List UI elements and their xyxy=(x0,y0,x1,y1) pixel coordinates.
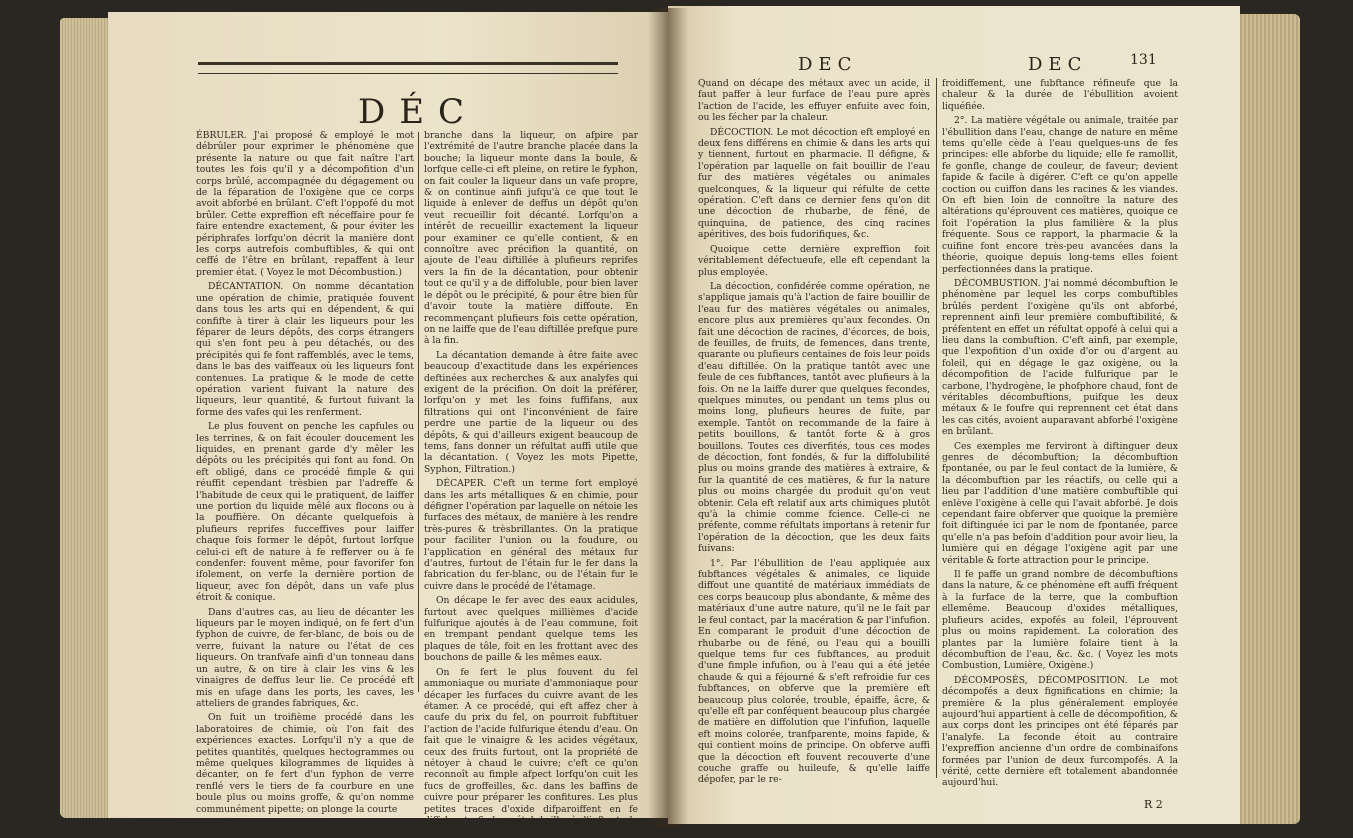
right-column-2 xyxy=(942,78,1178,792)
paragraph: froidiffement, une fubftance réfineufe que la chaleur & la durée de l'ébullition avoient liquéfiée. xyxy=(942,78,1178,112)
entry-decombustion: DÉCOMBUSTION. J'ai nommé décombuftion le phénomène par lequel les corps combuftibles brûlés perdent l'oxigène qu'ils ont abforbé, reprennent ainfi leur première combuftibilité, & préfentent en effet un réfultat oppofé à celui qui a lieu dans la combuftion. C'eft ainfi, par exemple, que l'expofition d'un oxide d'or ou d'argent au foleil, qui en dégage le gaz oxigène, ou la décompofition de l'acide fulfurique par le carbone, l'hydrogène, le phofphore chaud, font de véritables décombuftions, puifque les deux métaux & le foufre qui reprennent cet état dans les cas cités, avoient auparavant abforbé l'oxigène en brûlant. xyxy=(942,277,1178,438)
left-column-2 xyxy=(424,130,638,838)
paragraph: Ces exemples me ferviront à diftinguer deux genres de décombuftion; la décombuftion fpontanée, ou par le feul contact de la lumière, & la décombuftion par les réactifs, ou celle qui a lieu par l'addition d'une matière combuftible qui enlève l'oxigène à celle qui l'avait abforbé. Je dois cependant faire obferver que quoique la première foit diftinguée ici par le nom de fpontanée, parce qu'elle n'a pas befoin d'addition pour avoir lieu, la lumière qui en dégage l'oxigène agit par une véritable & forte attraction pour le principe. xyxy=(942,440,1178,566)
left-page xyxy=(108,12,668,838)
page-edges-left xyxy=(60,18,108,818)
paragraph: On décape le fer avec des eaux acidules, furtout avec quelques millièmes d'acide fulfurique ajoutés à de l'eau commune, foit en trempant pendant quelque tems les plaques de tôle, foit en les frottant avec des bouchons de paille & les mêmes eaux. xyxy=(424,595,638,664)
page-title: DÉC xyxy=(357,92,479,132)
page-number: 131 xyxy=(1130,52,1157,68)
top-ornament-rule xyxy=(198,62,618,74)
paragraph: Quand on décape des métaux avec un acide, il faut paffer à leur furface de l'eau pure après l'action de l'acide, les effuyer enfuite avec foin, ou les fécher par la chaleur. xyxy=(698,78,930,124)
signature-mark: R 2 xyxy=(1144,798,1163,811)
running-head-right: DEC xyxy=(1028,54,1088,75)
paragraph: 1°. Par l'ébullition de l'eau appliquée aux fubftances végétales & animales, ce liquide diffout une quantité de matériaux immédiats de ces corps beaucoup plus abondante, & même des matériaux d'une autre nature, qu'il ne le fait par le feul contact, par la macération & par l'infufion. En comparant le produit d'une décoction de rhubarbe ou de féné, ou l'eau qui a bouilli quelque tems fur ces fubftances, au produit d'une fimple infufion, ou à l'eau qui a été jetée chaude & qui a féjourné & s'eft refroidie fur ces fubftances, on obferve que la première eft beaucoup plus colorée, trouble, épaiffe, âcre, & qu'elle eft par conféquent beaucoup plus chargée de matière en diffolution que l'infufion, laquelle eft moins colorée, tranfparente, moins fapide, & qui contient moins de principe. On obferve auffi que la décoction eft fouvent recouverte d'une couche graffe ou huileufe, & qu'elle laiffe dépofer, par le re- xyxy=(698,557,930,786)
entry-debruler: ÉBRULER. J'ai proposé & employé le mot débrûler pour exprimer le phénomène que présente la nature ou que fait naître l'art toutes les fois qu'il y a décompofition d'un corps brûlé, accompagnée du dégagement ou de la féparation de l'oxigène que ce corps avoit abforbé en brûlant. C'eft l'oppofé du mot brûler. Cette expreffion eft néceffaire pour fe faire entendre exactement, & pour éviter les périphrafes lorfqu'on décrit la manière dont les corps autrefois combuftibles, & qui ont ceffé de l'être en brûlant, repaffent à leur premier état. ( Voyez le mot Décombustion.) xyxy=(196,130,414,278)
entry-decoction: DÉCOCTION. Le mot décoction eft employé en deux fens différens en chimie & dans les arts qui y tiennent, furtout en pharmacie. Il défigne, & l'opération par laquelle on fait bouillir de l'eau fur des matières végétales ou animales quelconques, & la liqueur qui réfulte de cette opération. C'eft dans ce dernier fens qu'on dit une décoction de rhubarbe, de féné, de quinquina, de patience, des cinq racines apéritives, des bois fudorifiques, &c. xyxy=(698,126,930,241)
running-head-left: DEC xyxy=(798,54,858,75)
paragraph: On fe fert le plus fouvent du fel ammoniaque ou muriate d'ammoniaque pour décaper les furfaces du cuivre avant de les étamer. A ce procédé, qui eft affez cher à caufe du prix du fel, on pourroit fubftituer l'action de l'acide fulfurique étendu d'eau. On fait que le vinaigre & les acides végétaux, ceux des fruits furtout, ont la propriété de nétoyer à chaud le cuivre; c'eft ce qu'on reconnoît au fimple afpect lorfqu'on cuit les fucs de groffeilles, &c. dans les baffins de cuivre pour préparer les confitures. Les plus petites traces d'oxide difparoiffent en fe diffolvant, & le métal brille à l'inftant de l'éclat le plus vif. xyxy=(424,666,638,838)
book-gutter xyxy=(648,8,688,828)
entry-decantation: DÉCANTATION. On nomme décantation une opération de chimie, pratiquée fouvent dans tous les arts qui en dépendent, & qui confifte à tirer à clair les liqueurs pour les féparer de leurs dépôts, des corps étrangers qui s'en font peu à peu détachés, ou des précipités qui fe font raffemblés, avec le tems, dans le bas des vaiffeaux où les liqueurs font contenues. La pratique & le mode de cette opération varient fuivant la nature des liqueurs, leur quantité, & furtout fuivant la forme des vafes qui les renferment. xyxy=(196,281,414,418)
column-divider xyxy=(418,132,419,692)
paragraph: La décantation demande à être faite avec beaucoup d'exactitude dans les expériences deftinées aux recherches & aux analyfes qui exigent de la précifion. On doit la préférer, lorfqu'on y met les foins fuffifans, aux filtrations qui ont l'inconvénient de faire perdre une partie de la liqueur ou des dépôts, & qui d'ailleurs exigent beaucoup de tems, fans donner un réfultat auffi utile que la décantation. ( Voyez les mots Pipette, Syphon, Filtration.) xyxy=(424,349,638,475)
right-column-1 xyxy=(698,78,930,789)
paragraph: Le plus fouvent on penche les capfules ou les terrines, & on fait écouler doucement les liquides, en prenant garde d'y mêler les dépôts ou les précipités qui font au fond. On eft obligé, dans ce procédé fimple & qui réuffit cependant trèsbien par l'adreffe & l'habitude de ceux qui le pratiquent, de laiffer une portion du liquide mêlé aux flocons ou à la pouffière. On décante quelquefois à plufieurs reprifes fucceffives pour laiffer chaque fois former le dépôt, furtout lorfque celui-ci eft de nature à fe refferver ou à fe condenfer: fouvent même, pour favorifer fon ifolement, on verfe la dernière portion de liqueur, avec fon dépôt, dans un vafe plus étroit & conique. xyxy=(196,421,414,604)
paragraph: Dans d'autres cas, au lieu de décanter les liqueurs par le moyen indiqué, on fe fert d'un fyphon de cuivre, de fer-blanc, de bois ou de verre, fuivant la nature ou l'état de ces liqueurs. On tranfvafe ainfi d'un tonneau dans un autre, & on tire à clair les vins & les vinaigres de deffus leur lie. Ce procédé eft mis en ufage dans les ports, les caves, les atteliers de grandes fabriques, &c. xyxy=(196,606,414,709)
entry-decomposition: DÉCOMPOSÉS, DÉCOMPOSITION. Le mot décompofés a deux fignifications en chimie; la première & la plus généralement employée aujourd'hui appartient à celle de décompofition, & aux corps dont les principes ont été féparés par l'analyfe. La feconde étoit au contraire l'expreffion ancienne d'un ordre de combinaifons formées par l'union de deux furcompofés. A la vérité, cette dernière eft totalement abandonnée aujourd'hui. xyxy=(942,674,1178,789)
paragraph: On fuit un troifième procédé dans les laboratoires de chimie, où l'on fait des expériences exactes. Lorfqu'il n'y a que de petites quantités, quelques hectogrammes ou même quelques kilogrammes de liquides à décanter, on fe fert d'un fyphon de verre renflé vers le tiers de fa courbure en une boule plus ou moins groffe, & qu'on nomme communément pipette; on plonge la courte xyxy=(196,712,414,815)
paragraph: Il fe paffe un grand nombre de décombuftions dans la nature, & ce phénomène eft auffi fréquent à la furface de la terre, que la combuftion ellemême. Beaucoup d'oxides métalliques, plufieurs acides, expofés au foleil, l'éprouvent plus ou moins rapidement. La coloration des plantes par la lumière folaire tient à la décombuftion de l'eau, &c. &c. ( Voyez les mots Combustion, Lumière, Oxigène.) xyxy=(942,569,1178,672)
page-edges-right xyxy=(1240,14,1300,824)
column-divider xyxy=(936,78,937,778)
paragraph: Quoique cette dernière expreffion foit véritablement défectueufe, elle eft cependant la plus employée. xyxy=(698,243,930,278)
entry-decaper: DÉCAPER. C'eft un terme fort employé dans les arts métalliques & en chimie, pour défigner l'opération par laquelle on nétoie les furfaces des métaux, de manière à les rendre très-pures & trèsbrillantes. On la pratique pour faciliter l'union ou la foudure, ou l'application en général des métaux fur d'autres, furtout de l'étain fur le fer dans la fabrication du fer-blanc, ou de l'étain fur le cuivre dans le procédé de l'étamage. xyxy=(424,478,638,592)
left-column-1 xyxy=(196,130,414,815)
paragraph: 2°. La matière végétale ou animale, traitée par l'ébullition dans l'eau, change de nature en même tems qu'elle cède à l'eau quelques-uns de fes principes: elle abforbe du liquide; elle fe ramollit, fe gonfle, change de couleur, de faveur; devient fapide & facile à digérer. C'eft ce qu'on appelle coction ou cuiffon dans les racines & les viandes. On eft bien loin de connoître la nature des altérations qu'éprouvent ces matières, quoique ce foit l'opération la plus familière & la plus fréquente. Sous ce rapport, la pharmacie & la cuifine font encore très-peu avancées dans la théorie, quoique depuis long-tems elles foient perfectionnées dans la pratique. xyxy=(942,115,1178,275)
paragraph: La décoction, confidérée comme opération, ne s'applique jamais qu'à l'action de faire bouillir de l'eau fur des matières végétales ou animales, encore plus aux premières qu'aux fecondes. On fait une décoction de racines, d'écorces, de bois, de feuilles, de fruits, de femences, dans trente, quarante ou plufieurs centaines de fois leur poids d'eau diftillée. On la pratique tantôt avec une feule de ces fubftances, tantôt avec plufieurs à la fois. On ne la laiffe durer que quelques fecondes, quelques minutes, ou pendant un tems plus ou moins long, plufieurs heures de fuite, par exemple. Tantôt on recommande de la faire à petits bouillons, & tantôt forte & à gros bouillons. Toutes ces diverfités, tous ces modes de décoction, font fondés, & fur la diffolubilité plus ou moins grande des matières à extraire, & fur la quantité de ces matières, & fur la nature plus ou moins chargée du produit qu'on veut obtenir. Cela eft relatif aux arts chimiques plutôt qu'à la chimie comme fcience. Celle-ci ne préfente, comme réfultats importans à retenir fur l'opération de la décoction, que les deux faits fuivans: xyxy=(698,280,930,555)
paragraph: branche dans la liqueur, on afpire par l'extrémité de l'autre branche placée dans la bouche; la liqueur monte dans la boule, & lorfque celle-ci eft pleine, on retire le fyphon, on fait couler la liqueur dans un vafe propre, & on continue ainfi jufqu'à ce que tout le liquide à enlever de deffus un dépôt qu'on veut recueillir foit décanté. Lorfqu'on a intérêt de recueillir exactement la liqueur pour examiner ce qu'elle contient, & en connoître avec précifion la quantité, on ajoute de l'eau diftillée à plufieurs reprifes vers la fin de la décantation, pour obtenir tout ce qu'il y a de diffoluble, pour bien laver le dépôt ou le précipité, & pour être bien fûr d'avoir toute la matière diffoute. En recommençant plufieurs fois cette opération, on ne laiffe que de l'eau diftillée prefque pure à la fin. xyxy=(424,130,638,347)
right-page xyxy=(668,6,1240,824)
